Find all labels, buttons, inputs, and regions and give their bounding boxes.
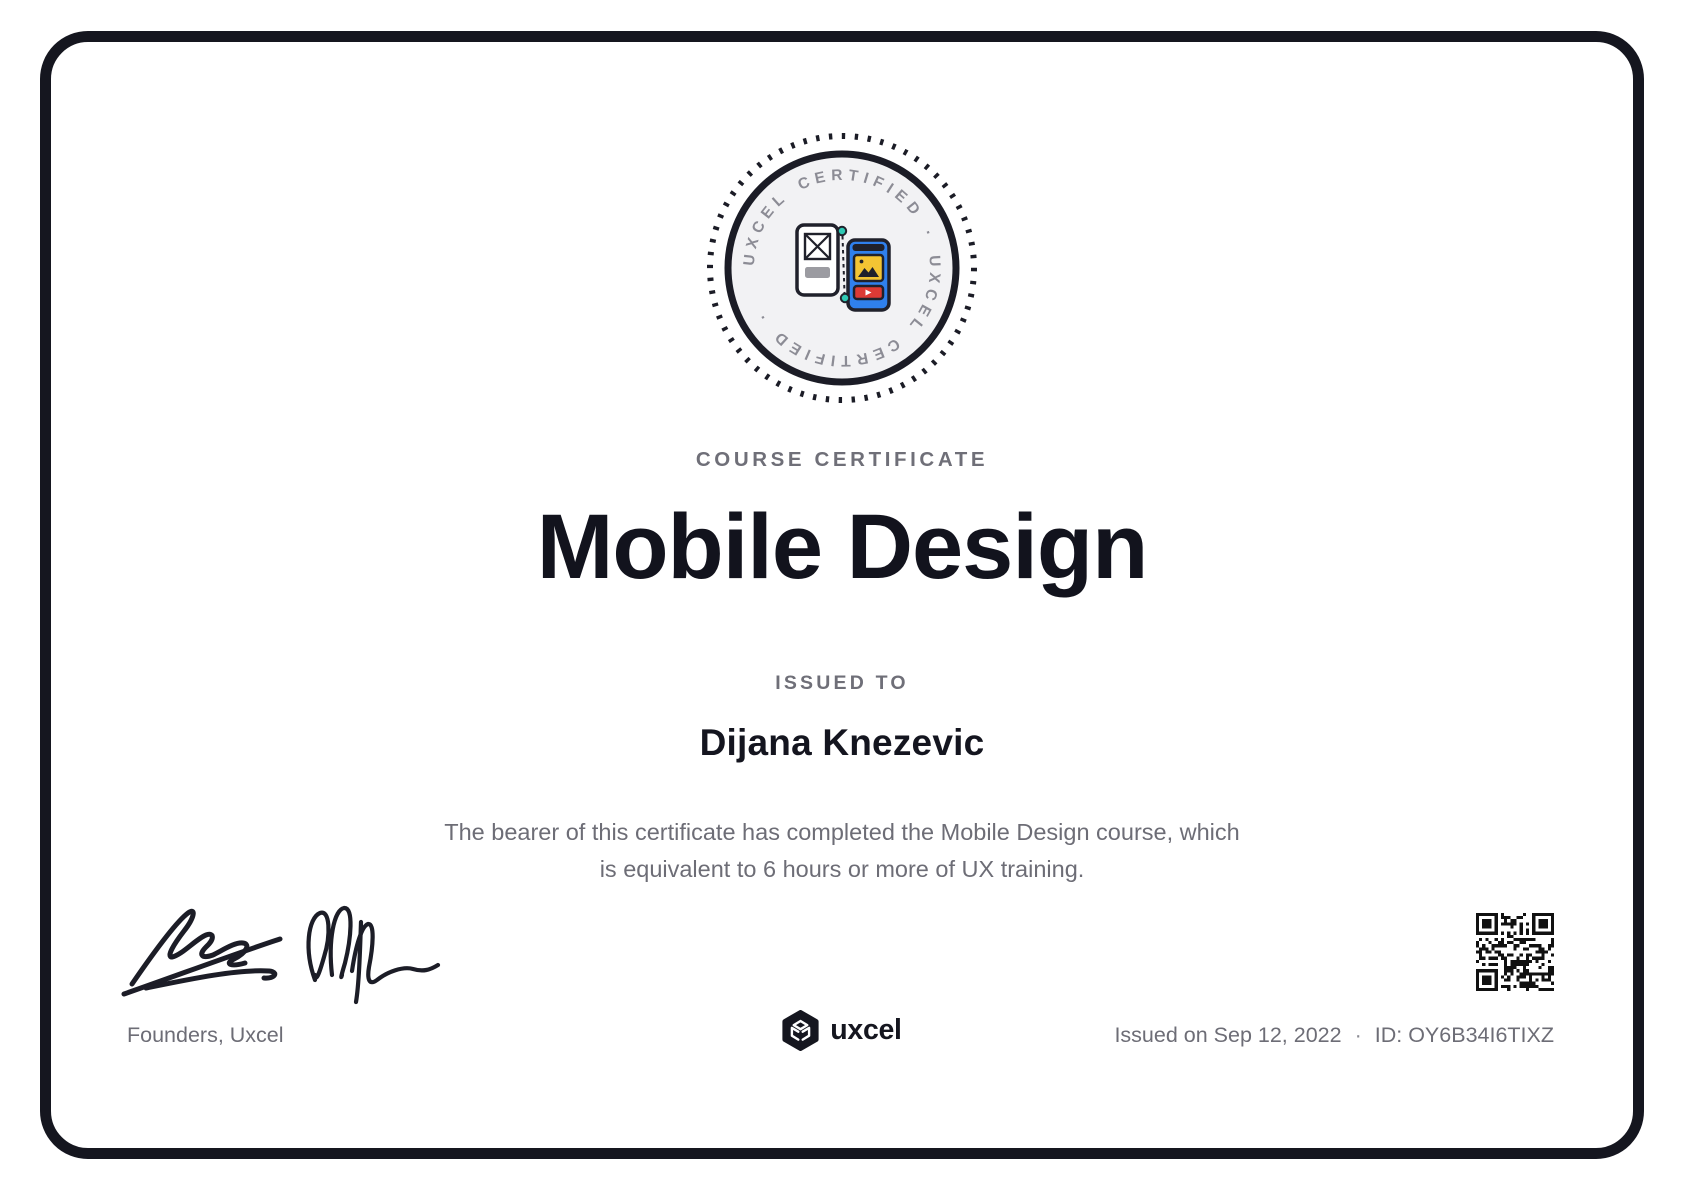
dot-separator: · <box>1354 1023 1362 1047</box>
issue-info <box>1114 1023 1554 1048</box>
issued-to-label: ISSUED TO <box>775 672 909 694</box>
certificate-description <box>0 814 1684 888</box>
certificate-id: ID: OY6B34I6TIXZ <box>1374 1023 1554 1047</box>
uxcel-wordmark: uxcel <box>830 1014 902 1046</box>
wireframe-phone-icon <box>797 225 838 295</box>
course-certificate-label: COURSE CERTIFICATE <box>695 448 989 471</box>
app-phone-icon <box>848 240 889 310</box>
description-line-2: is equivalent to 6 hours or more of UX training. <box>599 856 1085 882</box>
founders-signatures <box>118 886 458 1008</box>
signature-caption: Founders, Uxcel <box>127 1023 284 1047</box>
qr-code <box>1476 913 1554 991</box>
badge-solid-ring <box>728 154 956 382</box>
qr-code-image <box>1476 913 1554 991</box>
recipient-name: Dijana Knezevic <box>699 722 985 763</box>
course-title: Mobile Design <box>536 496 1148 598</box>
description-line-1: The bearer of this certificate has completed the Mobile Design course, which <box>444 819 1240 845</box>
uxcel-hexagon-icon <box>782 1010 819 1051</box>
issued-on-date: Issued on Sep 12, 2022 <box>1114 1023 1342 1047</box>
signature-image <box>118 886 458 1008</box>
badge-ring-text: UXCEL CERTIFIED · UXCEL CERTIFIED · <box>740 166 944 370</box>
badge-graphic <box>702 128 982 408</box>
certification-badge <box>702 128 982 408</box>
